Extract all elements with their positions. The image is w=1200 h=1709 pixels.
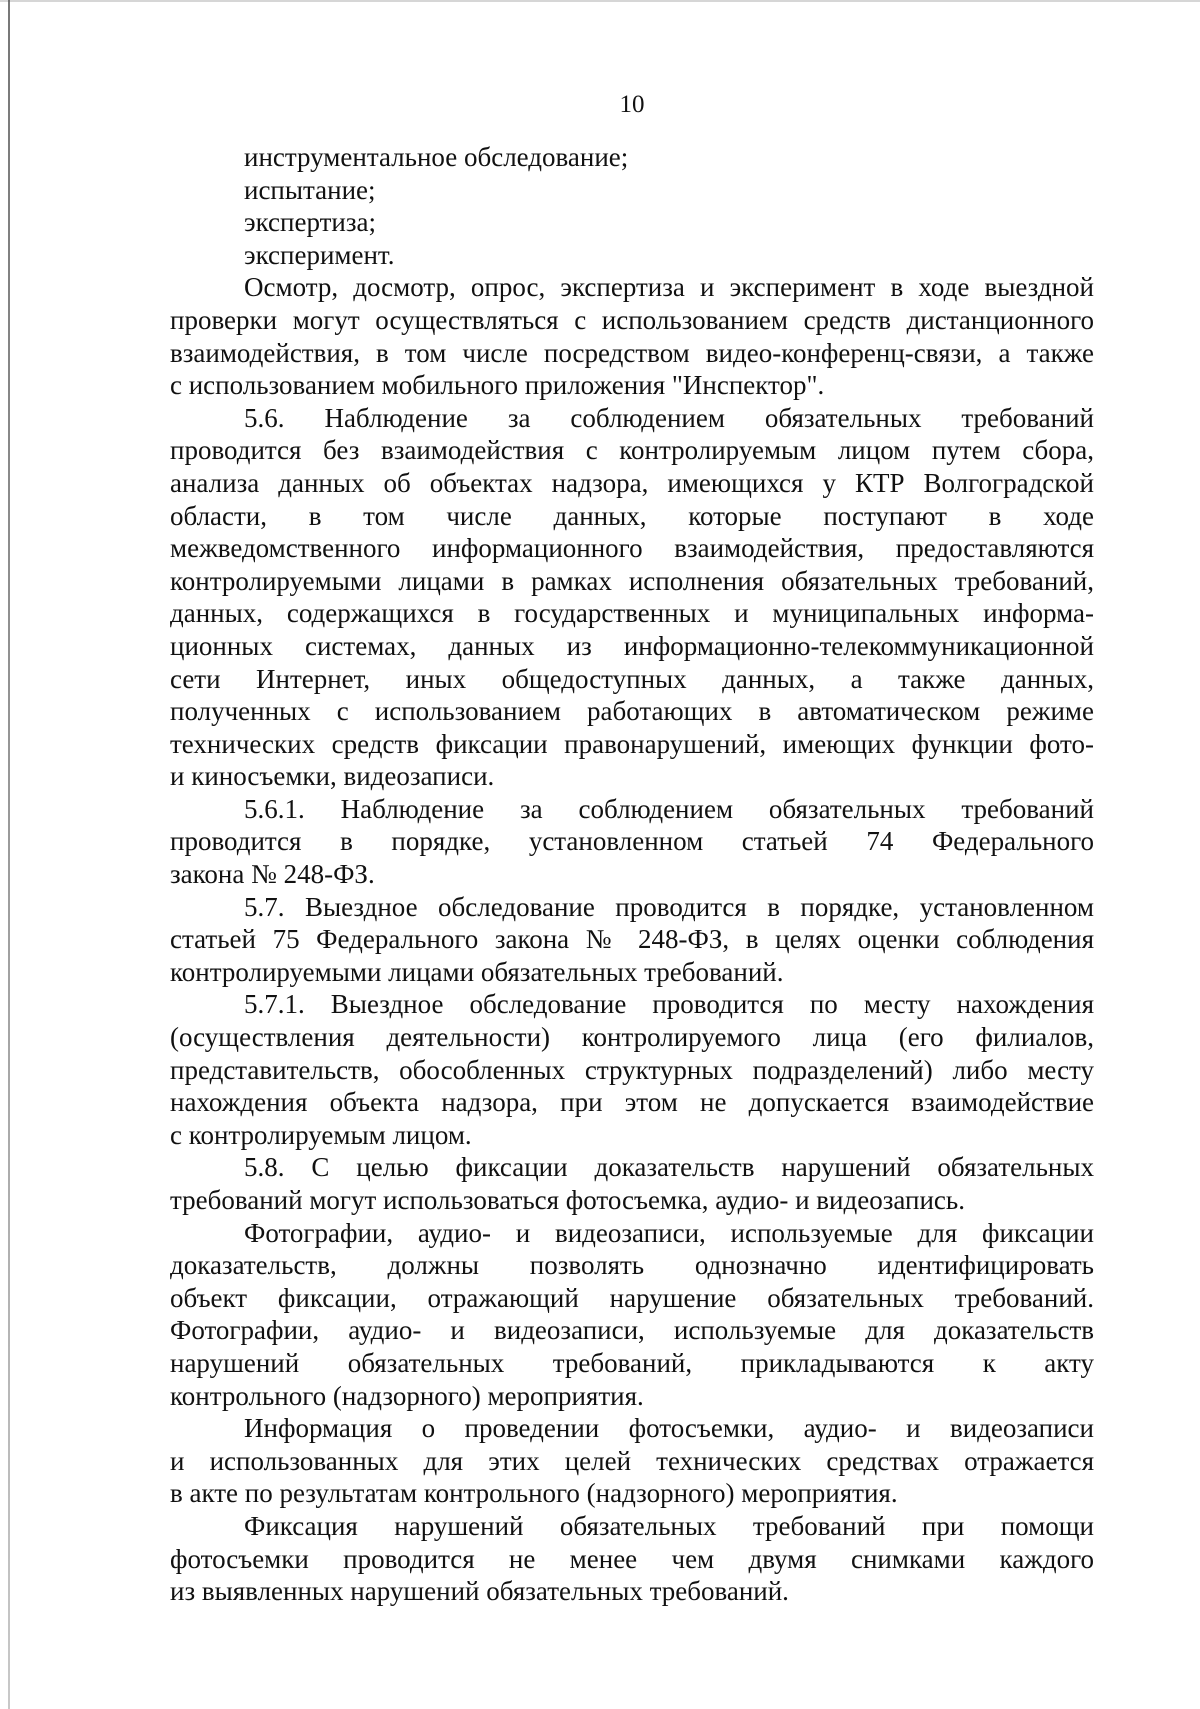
- text-line: контролируемыми лицами в рамках исполнения обязательных требований,: [170, 565, 1094, 596]
- text-line: межведомственного информационного взаимодействия, предоставляются: [170, 533, 1094, 564]
- text-line: 5.7. Выездное обследование проводится в порядке, установленном: [244, 891, 1094, 922]
- text-line: и использованных для этих целей технических средствах отражается: [170, 1445, 1094, 1476]
- text-line: Информация о проведении фотосъемки, аудио- и видеозаписи: [244, 1413, 1094, 1444]
- scan-edge-left: [8, 0, 10, 1709]
- text-line: области, в том числе данных, которые поступают в ходе: [170, 500, 1094, 531]
- page-number: 10: [619, 91, 645, 118]
- text-line: объект фиксации, отражающий нарушение обязательных требований.: [170, 1282, 1094, 1313]
- text-line: Фиксация нарушений обязательных требований при помощи: [244, 1510, 1094, 1541]
- text-line: 5.8. С целью фиксации доказательств нарушений обязательных: [244, 1152, 1094, 1183]
- text-line: доказательств, должны позволять однозначно идентифицировать: [170, 1250, 1094, 1281]
- text-line: статьей 75 Федерального закона № 248-ФЗ, в целях оценки соблюдения: [170, 924, 1094, 955]
- document-body: [170, 141, 1094, 1608]
- text-line: в акте по результатам контрольного (надзорного) мероприятия.: [170, 1478, 898, 1509]
- text-line: Фотографии, аудио- и видеозаписи, используемые для фиксации: [244, 1217, 1094, 1248]
- text-line: контролируемыми лицами обязательных требований.: [170, 956, 784, 987]
- text-line: требований могут использоваться фотосъемка, аудио- и видеозапись.: [170, 1185, 965, 1215]
- text-line: 5.6.1. Наблюдение за соблюдением обязательных требований: [244, 793, 1094, 824]
- text-line: нахождения объекта надзора, при этом не допускается взаимодействие: [170, 1087, 1094, 1118]
- text-line: 5.7.1. Выездное обследование проводится по месту нахождения: [244, 989, 1094, 1020]
- text-line: проводится без взаимодействия с контролируемым лицом путем сбора,: [170, 435, 1094, 466]
- text-line: экспертиза;: [244, 207, 376, 238]
- text-line: с использованием мобильного приложения "Инспектор".: [170, 370, 825, 401]
- text-line: нарушений обязательных требований, прикладываются к акту: [170, 1347, 1094, 1378]
- text-line: полученных с использованием работающих в автоматическом режиме: [170, 696, 1094, 727]
- text-line: 5.6. Наблюдение за соблюдением обязательных требований: [244, 402, 1094, 433]
- text-line: Фотографии, аудио- и видеозаписи, используемые для доказательств: [170, 1315, 1094, 1346]
- text-line: контрольного (надзорного) мероприятия.: [170, 1380, 644, 1411]
- text-line: сети Интернет, иных общедоступных данных, а также данных,: [170, 663, 1094, 694]
- text-line: данных, содержащихся в государственных и муниципальных информа-: [170, 598, 1094, 629]
- text-line: закона № 248-ФЗ.: [170, 859, 375, 890]
- text-line: и киносъемки, видеозаписи.: [170, 761, 495, 792]
- text-line: проводится в порядке, установленном статьей 74 Федерального: [170, 826, 1094, 857]
- text-line: взаимодействия, в том числе посредством видео-конференц-связи, а также: [170, 337, 1094, 368]
- text-line: Осмотр, досмотр, опрос, экспертиза и эксперимент в ходе выездной: [244, 272, 1094, 303]
- text-line: с контролируемым лицом.: [170, 1119, 472, 1150]
- text-line: анализа данных об объектах надзора, имеющихся у КТР Волгоградской: [170, 467, 1094, 498]
- text-line: проверки могут осуществляться с использованием средств дистанционного: [170, 304, 1094, 335]
- scan-edge-top: [0, 0, 1200, 2]
- text-line: (осуществления деятельности) контролируемого лица (его филиалов,: [170, 1022, 1094, 1053]
- text-line: технических средств фиксации правонарушений, имеющих функции фото-: [170, 728, 1094, 759]
- text-line: эксперимент.: [244, 239, 395, 270]
- text-line: испытание;: [244, 174, 376, 205]
- text-line: фотосъемки проводится не менее чем двумя снимками каждого: [170, 1543, 1094, 1574]
- text-line: представительств, обособленных структурных подразделений) либо месту: [170, 1054, 1094, 1085]
- text-line: из выявленных нарушений обязательных требований.: [170, 1576, 789, 1607]
- text-line: инструментальное обследование;: [244, 142, 629, 172]
- text-line: ционных системах, данных из информационно-телекоммуникационной: [170, 630, 1094, 661]
